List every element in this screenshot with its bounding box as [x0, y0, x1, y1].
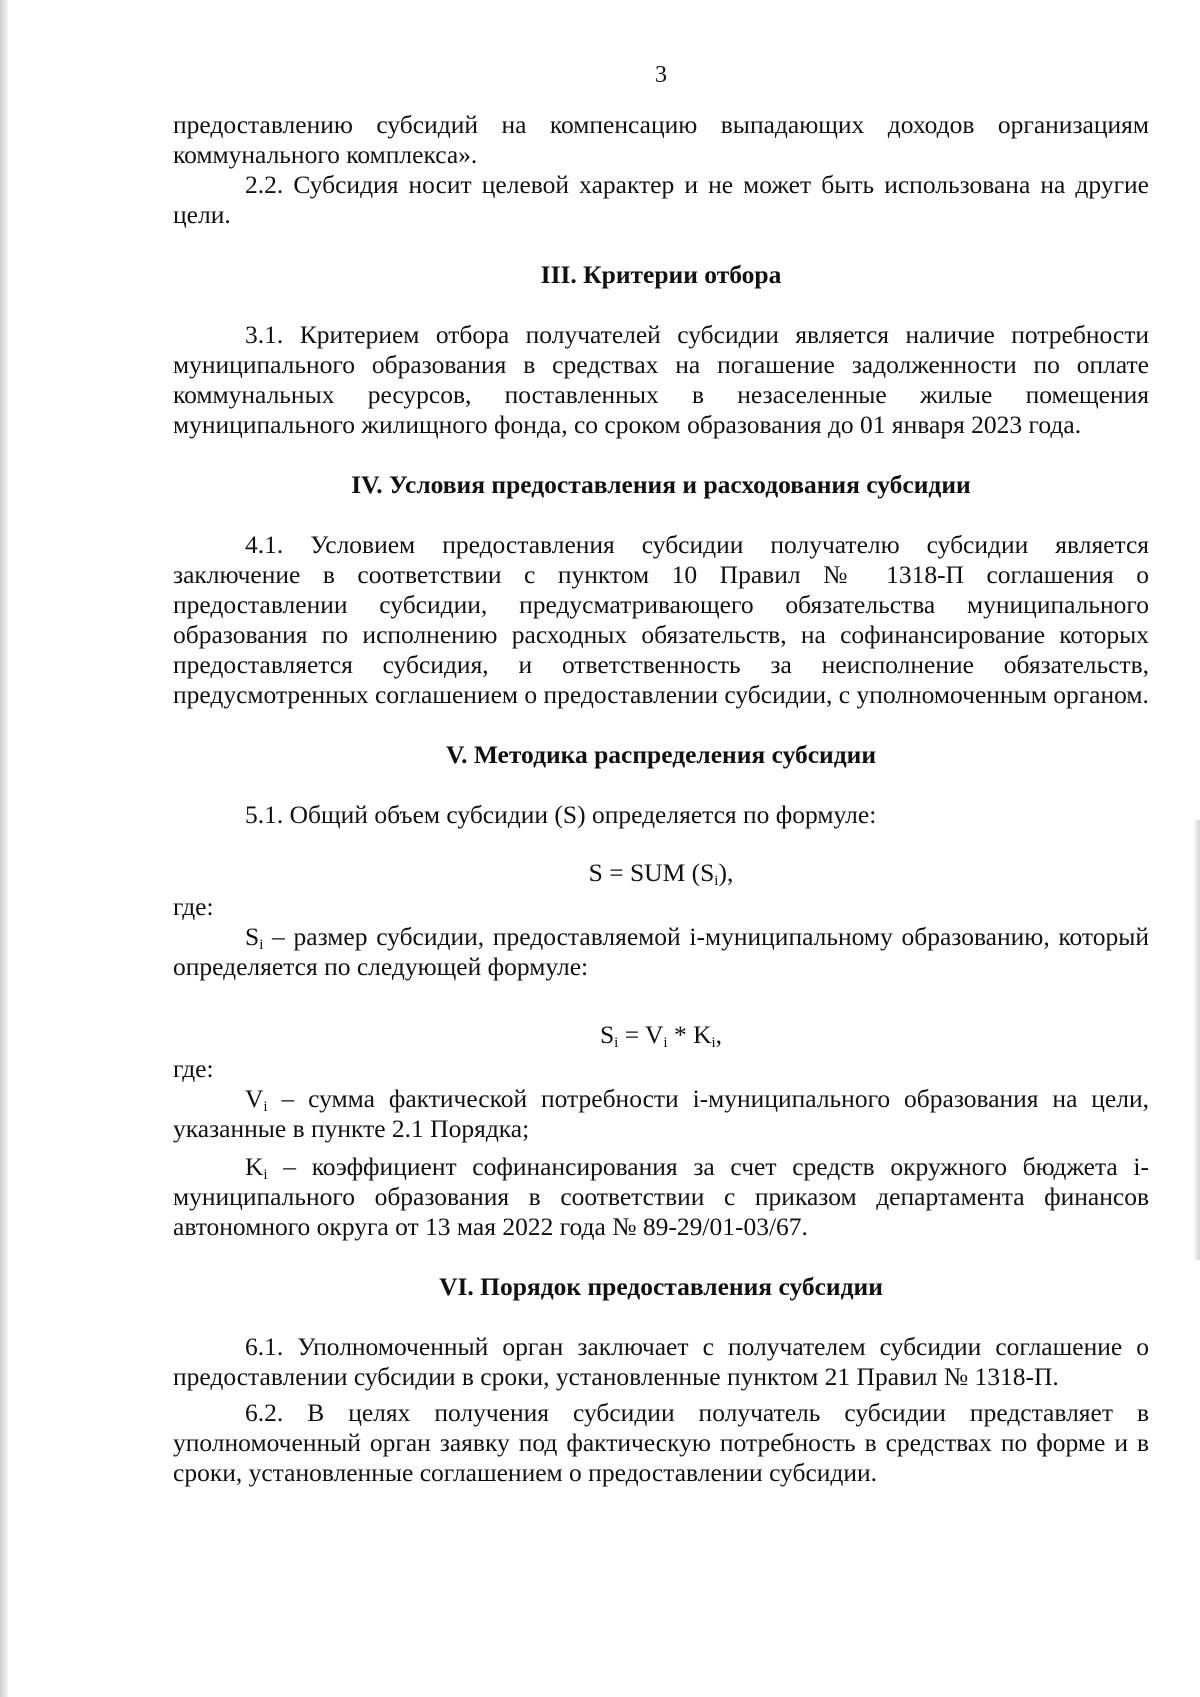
definition-ki-symbol: K [245, 1152, 264, 1181]
definition-vi [173, 1084, 1149, 1144]
definition-ki-text: – коэффициент софинансирования за счет средств окружного бюджета i-муниципального образования в соответствии с приказом департамента финансов автономного округа от 13 мая 2022 года № 89-29/01-03/67. [173, 1152, 1149, 1241]
paragraph-6-2: 6.2. В целях получения субсидии получатель субсидии представляет в уполномоченный орган заявку под фактическую потребность в средствах по форме и в сроки, установленные соглашением о предоставлении субсидии. [173, 1398, 1149, 1487]
paragraph-6-1: 6.1. Уполномоченный орган заключает с получателем субсидии соглашение о предоставлении субсидии в сроки, установленные пунктом 21 Правил № 1318-П. [173, 1332, 1149, 1391]
formula-2-s: S [599, 1020, 615, 1049]
definition-si [173, 922, 1149, 982]
page-number: 3 [655, 62, 667, 88]
formula-1-suffix: ), [718, 858, 734, 887]
definition-si-text: – размер субсидии, предоставляемой i-муниципальному образованию, который определяется по следующей формуле: [173, 922, 1149, 981]
document-page [173, 60, 1149, 1488]
formula-2-s-subscript: i [614, 1035, 619, 1051]
where-label-2: где: [173, 1054, 214, 1083]
heading-section-6: VI. Порядок предоставления субсидии [439, 1272, 883, 1301]
scan-edge-right [1194, 820, 1200, 1260]
formula-2-end: , [715, 1020, 723, 1049]
definition-si-symbol: S [245, 922, 260, 951]
paragraph-4-1: 4.1. Условием предоставления субсидии получателю субсидии является заключение в соответствии с пунктом 10 Правил № 1318-П соглашения о предоставлении субсидии, предусматривающего обязательства муниципального образования по исполнению расходных обязательств, на софинансирование которых предоставляется субсидия, и ответственность за неисполнение обязательств, предусмотренных соглашением о предоставлении субсидии, с уполномоченным органом. [173, 530, 1149, 709]
definition-vi-subscript: i [263, 1099, 268, 1115]
definition-ki [173, 1152, 1149, 1242]
continuation-text: предоставлению субсидий на компенсацию выпадающих доходов организациям коммунального комплекса». [173, 110, 1149, 169]
paragraph-5-1: 5.1. Общий объем субсидии (S) определяется по формуле: [245, 800, 877, 829]
where-label-1: где: [173, 892, 214, 921]
definition-si-subscript: i [259, 937, 264, 953]
definition-vi-text: – сумма фактической потребности i-муниципального образования на цели, указанные в пункте 2.1 Порядка; [173, 1084, 1149, 1143]
formula-2-eq-v: = V [618, 1020, 664, 1049]
formula-1-prefix: S = SUM (S [588, 858, 715, 887]
formula-subsidy-per-municipality [173, 1020, 1149, 1050]
formula-1-subscript: i [714, 873, 719, 889]
heading-section-4: IV. Условия предоставления и расходования субсидии [351, 470, 971, 499]
formula-2-v-subscript: i [663, 1035, 668, 1051]
scan-edge-left [0, 0, 8, 1697]
paragraph-3-1: 3.1. Критерием отбора получателей субсидии является наличие потребности муниципального образования в средствах на погашение задолженности по оплате коммунальных ресурсов, поставленных в незаселенные жилые помещения муниципального жилищного фонда, со сроком образования до 01 января 2023 года. [173, 320, 1149, 439]
formula-2-mul-k: * K [667, 1020, 712, 1049]
formula-total-subsidy [173, 858, 1149, 888]
formula-2-k-subscript: i [711, 1035, 716, 1051]
definition-vi-symbol: V [245, 1084, 264, 1113]
definition-ki-subscript: i [263, 1167, 268, 1183]
heading-section-3: III. Критерии отбора [540, 260, 782, 289]
heading-section-5: V. Методика распределения субсидии [445, 740, 877, 769]
paragraph-2-2: 2.2. Субсидия носит целевой характер и не может быть использована на другие цели. [173, 170, 1149, 229]
